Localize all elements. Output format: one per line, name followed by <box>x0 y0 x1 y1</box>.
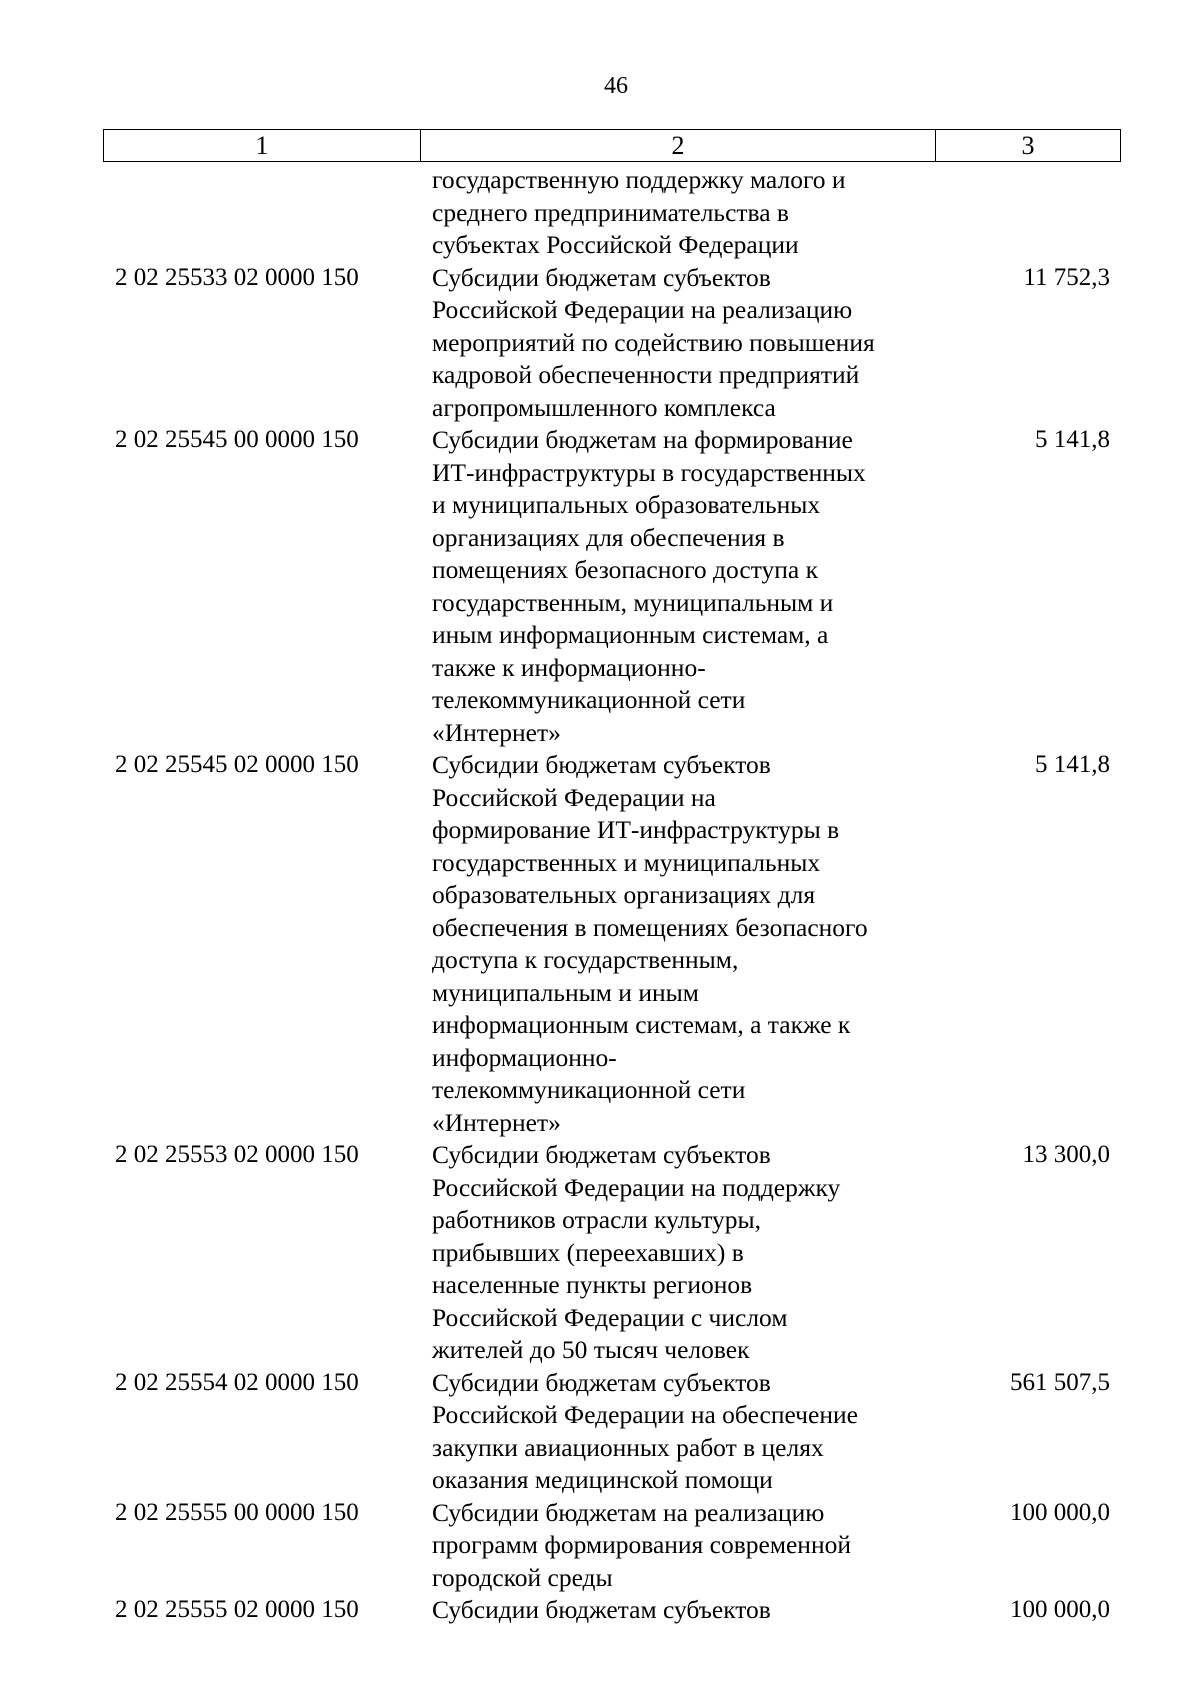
description-cell <box>420 424 935 749</box>
description-line: государственную поддержку малого и <box>432 165 846 194</box>
table-row <box>103 1594 1121 1627</box>
description-line: государственным, муниципальным и <box>432 587 834 617</box>
amount-cell: 561 507,5 <box>1010 1368 1110 1396</box>
budget-code-cell: 2 02 25555 00 0000 150 <box>115 1498 359 1526</box>
description-line: «Интернет» <box>432 717 561 747</box>
description-line: Российской Федерации на реализацию <box>432 295 853 324</box>
header-cell-description: 2 <box>421 130 936 161</box>
description-line: государственных и муниципальных <box>432 847 821 877</box>
description-line: формирование ИТ-инфраструктуры в <box>432 815 840 844</box>
description-line: среднего предпринимательства в <box>432 197 789 227</box>
table-row <box>103 749 1121 1139</box>
description-line: обеспечения в помещениях безопасного <box>432 912 868 942</box>
amount-cell: 13 300,0 <box>1022 1141 1110 1168</box>
description-line: и муниципальных образовательных <box>432 490 821 519</box>
description-line: иным информационным системам, а <box>432 620 829 649</box>
description-line: информационно- <box>432 1042 617 1072</box>
description-line: организациях для обеспечения в <box>432 522 785 552</box>
table-row <box>103 262 1121 425</box>
description-cell <box>420 262 935 425</box>
description-cell <box>420 1367 935 1497</box>
description-cell <box>420 749 935 1139</box>
amount-cell: 11 752,3 <box>1023 263 1110 291</box>
amount-cell: 5 141,8 <box>1035 426 1110 453</box>
table-row <box>103 164 1121 262</box>
description-line: Субсидии бюджетам субъектов <box>432 1367 771 1397</box>
budget-code-cell: 2 02 25555 02 0000 150 <box>115 1596 359 1623</box>
description-line: закупки авиационных работ в целях <box>432 1432 824 1462</box>
header-cell-code: 1 <box>104 130 421 161</box>
table-body <box>103 164 1121 1627</box>
description-line: Российской Федерации на обеспечение <box>432 1400 858 1429</box>
description-line: Субсидии бюджетам на реализацию <box>432 1497 825 1527</box>
description-cell <box>420 1139 935 1367</box>
description-line: муниципальным и иным <box>432 977 699 1007</box>
description-line: доступа к государственным, <box>432 945 739 974</box>
description-line: жителей до 50 тысяч человек <box>432 1335 750 1364</box>
description-line: населенные пункты регионов <box>432 1270 753 1299</box>
description-line: телекоммуникационной сети <box>432 1075 746 1104</box>
description-line: Российской Федерации на поддержку <box>432 1172 841 1202</box>
amount-cell: 5 141,8 <box>1035 751 1110 778</box>
table-header-row <box>103 129 1121 162</box>
description-line: Российской Федерации с числом <box>432 1302 788 1332</box>
page-number: 46 <box>604 73 628 99</box>
description-cell <box>420 1594 935 1627</box>
description-line: агропромышленного комплекса <box>432 392 776 422</box>
description-line: оказания медицинской помощи <box>432 1465 773 1494</box>
budget-code-cell: 2 02 25553 02 0000 150 <box>115 1141 359 1168</box>
description-line: Субсидии бюджетам субъектов <box>432 1140 771 1169</box>
table-row <box>103 424 1121 749</box>
description-line: образовательных организациях для <box>432 880 816 909</box>
description-cell <box>420 164 935 262</box>
description-cell <box>420 1497 935 1595</box>
description-line: субъектах Российской Федерации <box>432 230 799 259</box>
budget-code-cell: 2 02 25533 02 0000 150 <box>115 263 359 291</box>
description-line: кадровой обеспеченности предприятий <box>432 360 860 389</box>
description-line: ИТ-инфраструктуры в государственных <box>432 457 866 487</box>
description-line: городской среды <box>432 1562 613 1592</box>
description-line: программ формирования современной <box>432 1530 851 1559</box>
description-line: Субсидии бюджетам субъектов <box>432 262 771 292</box>
description-line: работников отрасли культуры, <box>432 1205 762 1234</box>
description-line: Субсидии бюджетам субъектов <box>432 1595 771 1624</box>
table-row <box>103 1139 1121 1367</box>
description-line: телекоммуникационной сети <box>432 685 746 714</box>
description-line: помещениях безопасного доступа к <box>432 555 818 584</box>
table-row <box>103 1367 1121 1497</box>
description-line: «Интернет» <box>432 1107 561 1137</box>
description-line: Субсидии бюджетам на формирование <box>432 425 853 454</box>
budget-code-cell: 2 02 25545 02 0000 150 <box>115 751 359 778</box>
description-line: мероприятий по содействию повышения <box>432 327 875 357</box>
table-row <box>103 1497 1121 1595</box>
description-line: информационным системам, а также к <box>432 1010 851 1039</box>
header-cell-amount: 3 <box>1021 130 1035 160</box>
description-line: Российской Федерации на <box>432 782 716 812</box>
amount-cell: 100 000,0 <box>1010 1596 1110 1623</box>
budget-code-cell: 2 02 25545 00 0000 150 <box>115 426 359 453</box>
description-line: прибывших (переехавших) в <box>432 1237 744 1267</box>
budget-code-cell: 2 02 25554 02 0000 150 <box>115 1368 359 1396</box>
amount-cell: 100 000,0 <box>1010 1498 1110 1526</box>
description-line: Субсидии бюджетам субъектов <box>432 750 771 779</box>
description-line: также к информационно- <box>432 652 706 682</box>
